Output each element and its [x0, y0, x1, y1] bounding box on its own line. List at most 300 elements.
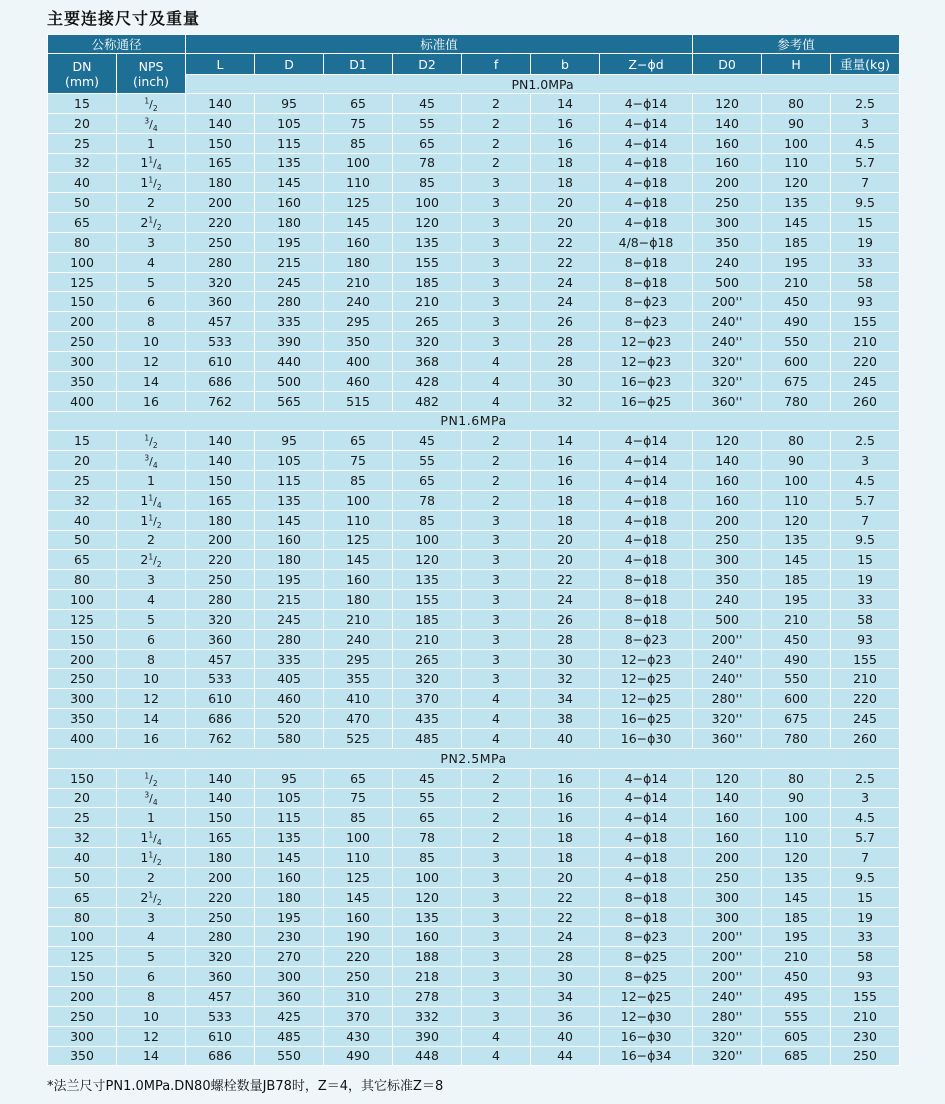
cell-D2: 435 [393, 709, 462, 729]
cell-zd: 16−ϕ30 [600, 1026, 693, 1046]
cell-f: 3 [462, 867, 531, 887]
cell-L: 280 [186, 927, 255, 947]
cell-dn: 40 [48, 848, 117, 868]
cell-D: 300 [255, 967, 324, 987]
cell-b: 22 [531, 232, 600, 252]
cell-D0: 140 [693, 788, 762, 808]
cell-D: 160 [255, 867, 324, 887]
cell-weight: 7 [831, 173, 900, 193]
cell-nps: 6 [117, 629, 186, 649]
header-nps [117, 54, 186, 94]
cell-D2: 320 [393, 332, 462, 352]
cell-L: 250 [186, 232, 255, 252]
cell-zd: 12−ϕ30 [600, 1006, 693, 1026]
cell-b: 34 [531, 986, 600, 1006]
cell-nps: 10 [117, 669, 186, 689]
cell-D0: 160 [693, 828, 762, 848]
cell-L: 360 [186, 967, 255, 987]
cell-D0: 120 [693, 431, 762, 451]
cell-dn: 300 [48, 689, 117, 709]
cell-zd: 8−ϕ23 [600, 312, 693, 332]
cell-zd: 4−ϕ18 [600, 213, 693, 233]
cell-D: 390 [255, 332, 324, 352]
cell-H: 605 [762, 1026, 831, 1046]
cell-weight: 5.7 [831, 153, 900, 173]
cell-dn: 250 [48, 1006, 117, 1026]
cell-zd: 12−ϕ25 [600, 689, 693, 709]
cell-D: 500 [255, 371, 324, 391]
cell-D2: 45 [393, 431, 462, 451]
cell-D2: 45 [393, 94, 462, 114]
cell-L: 140 [186, 94, 255, 114]
cell-D2: 185 [393, 272, 462, 292]
cell-f: 4 [462, 689, 531, 709]
table-row [48, 431, 900, 451]
cell-f: 3 [462, 907, 531, 927]
cell-nps: 12 [117, 689, 186, 709]
table-row [48, 808, 900, 828]
cell-D2: 482 [393, 391, 462, 411]
header-dn-unit: (mm) [64, 73, 100, 89]
cell-f: 3 [462, 947, 531, 967]
cell-L: 686 [186, 371, 255, 391]
cell-zd: 4−ϕ18 [600, 173, 693, 193]
cell-L: 140 [186, 451, 255, 471]
cell-D0: 200'' [693, 947, 762, 967]
header-D2: D2 [393, 54, 462, 75]
cell-zd: 12−ϕ23 [600, 332, 693, 352]
cell-dn: 200 [48, 312, 117, 332]
cell-D: 105 [255, 113, 324, 133]
cell-nps: 1 [117, 133, 186, 153]
cell-f: 3 [462, 312, 531, 332]
table-row [48, 471, 900, 491]
cell-nps: 3 [117, 570, 186, 590]
cell-f: 3 [462, 1006, 531, 1026]
cell-zd: 8−ϕ18 [600, 907, 693, 927]
cell-nps: $^1/_2$ [117, 94, 186, 114]
cell-dn: 100 [48, 927, 117, 947]
cell-H: 450 [762, 292, 831, 312]
header-D0: D0 [693, 54, 762, 75]
cell-D2: 120 [393, 887, 462, 907]
cell-D: 135 [255, 153, 324, 173]
cell-zd: 4−ϕ18 [600, 510, 693, 530]
cell-nps: $1^1/_2$ [117, 173, 186, 193]
cell-zd: 12−ϕ25 [600, 669, 693, 689]
cell-f: 3 [462, 609, 531, 629]
table-row [48, 689, 900, 709]
footnote: *法兰尺寸PN1.0MPa.DN80螺栓数量JB78时，Z＝4，其它标准Z＝8 [47, 1079, 444, 1094]
cell-b: 14 [531, 431, 600, 451]
cell-f: 3 [462, 550, 531, 570]
cell-b: 16 [531, 471, 600, 491]
table-row [48, 530, 900, 550]
cell-D1: 210 [324, 609, 393, 629]
cell-D1: 250 [324, 967, 393, 987]
cell-L: 200 [186, 867, 255, 887]
cell-weight: 5.7 [831, 828, 900, 848]
cell-f: 2 [462, 788, 531, 808]
cell-f: 2 [462, 94, 531, 114]
cell-dn: 15 [48, 94, 117, 114]
cell-D0: 140 [693, 451, 762, 471]
cell-D0: 300 [693, 213, 762, 233]
cell-b: 16 [531, 788, 600, 808]
cell-D: 270 [255, 947, 324, 967]
cell-D1: 295 [324, 649, 393, 669]
cell-zd: 4−ϕ18 [600, 867, 693, 887]
cell-b: 16 [531, 451, 600, 471]
cell-D0: 240'' [693, 986, 762, 1006]
cell-D0: 320'' [693, 709, 762, 729]
cell-b: 38 [531, 709, 600, 729]
cell-D2: 368 [393, 351, 462, 371]
cell-D1: 110 [324, 173, 393, 193]
cell-H: 120 [762, 173, 831, 193]
cell-zd: 16−ϕ25 [600, 391, 693, 411]
cell-b: 16 [531, 113, 600, 133]
cell-b: 16 [531, 768, 600, 788]
cell-dn: 150 [48, 292, 117, 312]
cell-D: 95 [255, 431, 324, 451]
cell-f: 3 [462, 927, 531, 947]
cell-f: 3 [462, 986, 531, 1006]
cell-b: 14 [531, 94, 600, 114]
table-row [48, 927, 900, 947]
cell-D1: 145 [324, 887, 393, 907]
cell-D2: 332 [393, 1006, 462, 1026]
cell-weight: 230 [831, 1026, 900, 1046]
cell-weight: 3 [831, 788, 900, 808]
cell-D1: 160 [324, 232, 393, 252]
cell-f: 3 [462, 649, 531, 669]
cell-D: 580 [255, 729, 324, 749]
cell-zd: 12−ϕ23 [600, 351, 693, 371]
cell-nps: 1 [117, 471, 186, 491]
header-weight: 重量(kg) [831, 54, 900, 75]
cell-D: 135 [255, 490, 324, 510]
cell-L: 220 [186, 213, 255, 233]
cell-weight: 4.5 [831, 133, 900, 153]
cell-zd: 8−ϕ25 [600, 967, 693, 987]
cell-dn: 350 [48, 709, 117, 729]
cell-f: 2 [462, 431, 531, 451]
cell-weight: 2.5 [831, 431, 900, 451]
cell-D2: 100 [393, 193, 462, 213]
cell-L: 150 [186, 471, 255, 491]
cell-D1: 180 [324, 590, 393, 610]
cell-zd: 4/8−ϕ18 [600, 232, 693, 252]
cell-D0: 320'' [693, 1026, 762, 1046]
cell-b: 34 [531, 689, 600, 709]
cell-f: 3 [462, 213, 531, 233]
table-row [48, 510, 900, 530]
cell-D1: 470 [324, 709, 393, 729]
cell-H: 100 [762, 133, 831, 153]
cell-D2: 55 [393, 788, 462, 808]
cell-f: 3 [462, 173, 531, 193]
cell-D0: 160 [693, 153, 762, 173]
cell-b: 22 [531, 887, 600, 907]
cell-L: 250 [186, 570, 255, 590]
cell-L: 140 [186, 768, 255, 788]
cell-D1: 75 [324, 113, 393, 133]
cell-nps: 10 [117, 332, 186, 352]
cell-f: 3 [462, 332, 531, 352]
cell-dn: 150 [48, 967, 117, 987]
cell-D: 230 [255, 927, 324, 947]
cell-nps: $1^1/_4$ [117, 828, 186, 848]
cell-dn: 50 [48, 867, 117, 887]
cell-dn: 65 [48, 213, 117, 233]
cell-L: 533 [186, 1006, 255, 1026]
cell-D2: 278 [393, 986, 462, 1006]
cell-nps: 2 [117, 193, 186, 213]
cell-D: 160 [255, 530, 324, 550]
cell-nps: 4 [117, 252, 186, 272]
cell-f: 3 [462, 510, 531, 530]
cell-f: 3 [462, 848, 531, 868]
cell-nps: 6 [117, 967, 186, 987]
table-row [48, 332, 900, 352]
cell-D1: 525 [324, 729, 393, 749]
cell-weight: 15 [831, 887, 900, 907]
cell-zd: 8−ϕ23 [600, 629, 693, 649]
cell-dn: 100 [48, 590, 117, 610]
cell-H: 90 [762, 113, 831, 133]
cell-L: 762 [186, 729, 255, 749]
cell-D: 405 [255, 669, 324, 689]
cell-D0: 240'' [693, 312, 762, 332]
cell-D: 105 [255, 451, 324, 471]
cell-zd: 4−ϕ18 [600, 550, 693, 570]
table-row [48, 1006, 900, 1026]
cell-H: 90 [762, 788, 831, 808]
cell-b: 20 [531, 530, 600, 550]
header-nps-unit: (inch) [133, 73, 169, 89]
cell-L: 150 [186, 133, 255, 153]
cell-D2: 485 [393, 729, 462, 749]
cell-f: 3 [462, 193, 531, 213]
cell-zd: 16−ϕ34 [600, 1046, 693, 1066]
cell-zd: 4−ϕ14 [600, 451, 693, 471]
cell-D0: 350 [693, 570, 762, 590]
cell-D2: 85 [393, 173, 462, 193]
cell-D1: 125 [324, 867, 393, 887]
cell-weight: 2.5 [831, 768, 900, 788]
cell-D: 115 [255, 133, 324, 153]
cell-D: 360 [255, 986, 324, 1006]
cell-b: 28 [531, 351, 600, 371]
cell-D1: 350 [324, 332, 393, 352]
cell-L: 220 [186, 550, 255, 570]
cell-D0: 500 [693, 609, 762, 629]
table-row [48, 292, 900, 312]
cell-zd: 4−ϕ18 [600, 490, 693, 510]
header-group-row [48, 35, 900, 54]
cell-H: 80 [762, 94, 831, 114]
cell-D1: 490 [324, 1046, 393, 1066]
cell-f: 3 [462, 887, 531, 907]
table-row [48, 252, 900, 272]
cell-nps: 8 [117, 312, 186, 332]
cell-dn: 150 [48, 629, 117, 649]
dimensions-table [47, 34, 900, 1066]
cell-f: 2 [462, 808, 531, 828]
section-label-row [48, 411, 900, 431]
cell-weight: 9.5 [831, 867, 900, 887]
cell-L: 280 [186, 590, 255, 610]
cell-H: 90 [762, 451, 831, 471]
cell-D0: 200 [693, 848, 762, 868]
cell-dn: 350 [48, 1046, 117, 1066]
cell-b: 18 [531, 153, 600, 173]
cell-dn: 300 [48, 351, 117, 371]
cell-nps: 5 [117, 947, 186, 967]
cell-weight: 15 [831, 550, 900, 570]
table-row [48, 153, 900, 173]
cell-D0: 500 [693, 272, 762, 292]
header-dn [48, 54, 117, 94]
cell-b: 28 [531, 947, 600, 967]
table-row [48, 947, 900, 967]
cell-nps: 6 [117, 292, 186, 312]
cell-weight: 245 [831, 371, 900, 391]
table-row [48, 729, 900, 749]
cell-weight: 93 [831, 292, 900, 312]
header-reference: 参考值 [693, 35, 900, 54]
table-row [48, 709, 900, 729]
cell-zd: 4−ϕ14 [600, 431, 693, 451]
header-dn-label: DN [72, 58, 92, 74]
cell-b: 16 [531, 808, 600, 828]
cell-D0: 240'' [693, 669, 762, 689]
cell-nps: 14 [117, 371, 186, 391]
cell-dn: 25 [48, 808, 117, 828]
cell-dn: 150 [48, 768, 117, 788]
cell-D2: 210 [393, 629, 462, 649]
cell-H: 185 [762, 907, 831, 927]
header-H: H [762, 54, 831, 75]
cell-nps: $1^1/_4$ [117, 490, 186, 510]
cell-nps: 16 [117, 391, 186, 411]
cell-dn: 400 [48, 391, 117, 411]
cell-nps: $1^1/_2$ [117, 510, 186, 530]
cell-dn: 125 [48, 609, 117, 629]
cell-nps: $^3/_4$ [117, 113, 186, 133]
section-label-row [48, 748, 900, 768]
cell-L: 220 [186, 887, 255, 907]
cell-D0: 240'' [693, 649, 762, 669]
cell-D: 245 [255, 609, 324, 629]
cell-zd: 8−ϕ23 [600, 292, 693, 312]
cell-dn: 65 [48, 550, 117, 570]
cell-dn: 200 [48, 986, 117, 1006]
cell-f: 4 [462, 1026, 531, 1046]
cell-weight: 3 [831, 113, 900, 133]
cell-D2: 155 [393, 590, 462, 610]
cell-D: 115 [255, 471, 324, 491]
cell-L: 165 [186, 490, 255, 510]
cell-L: 762 [186, 391, 255, 411]
cell-D2: 120 [393, 550, 462, 570]
cell-H: 120 [762, 848, 831, 868]
cell-H: 145 [762, 887, 831, 907]
cell-weight: 245 [831, 709, 900, 729]
cell-D0: 320'' [693, 351, 762, 371]
cell-D0: 300 [693, 907, 762, 927]
cell-D: 280 [255, 629, 324, 649]
cell-H: 550 [762, 669, 831, 689]
cell-b: 32 [531, 391, 600, 411]
cell-nps: 5 [117, 272, 186, 292]
cell-D1: 125 [324, 193, 393, 213]
cell-weight: 155 [831, 649, 900, 669]
cell-dn: 20 [48, 451, 117, 471]
cell-H: 210 [762, 609, 831, 629]
cell-D: 335 [255, 312, 324, 332]
cell-zd: 16−ϕ30 [600, 729, 693, 749]
cell-b: 24 [531, 590, 600, 610]
cell-weight: 4.5 [831, 808, 900, 828]
cell-b: 28 [531, 332, 600, 352]
cell-weight: 19 [831, 570, 900, 590]
cell-H: 145 [762, 213, 831, 233]
cell-L: 457 [186, 986, 255, 1006]
cell-dn: 32 [48, 490, 117, 510]
header-zd: Z−ϕd [600, 54, 693, 75]
table-row [48, 193, 900, 213]
cell-D0: 300 [693, 887, 762, 907]
cell-weight: 220 [831, 351, 900, 371]
cell-D2: 185 [393, 609, 462, 629]
cell-L: 200 [186, 530, 255, 550]
cell-zd: 12−ϕ25 [600, 986, 693, 1006]
cell-dn: 65 [48, 887, 117, 907]
cell-D2: 428 [393, 371, 462, 391]
cell-f: 3 [462, 967, 531, 987]
cell-D2: 78 [393, 828, 462, 848]
cell-D0: 160 [693, 133, 762, 153]
cell-D2: 155 [393, 252, 462, 272]
cell-D2: 78 [393, 153, 462, 173]
cell-b: 18 [531, 848, 600, 868]
cell-f: 2 [462, 451, 531, 471]
cell-dn: 80 [48, 570, 117, 590]
cell-b: 32 [531, 669, 600, 689]
cell-D0: 160 [693, 808, 762, 828]
cell-b: 18 [531, 828, 600, 848]
page-title: 主要连接尺寸及重量 [47, 9, 201, 28]
cell-zd: 8−ϕ18 [600, 252, 693, 272]
cell-D1: 240 [324, 629, 393, 649]
cell-D2: 45 [393, 768, 462, 788]
cell-zd: 4−ϕ18 [600, 153, 693, 173]
cell-f: 4 [462, 729, 531, 749]
cell-dn: 250 [48, 332, 117, 352]
cell-b: 22 [531, 252, 600, 272]
cell-H: 110 [762, 828, 831, 848]
cell-D: 215 [255, 590, 324, 610]
cell-nps: 3 [117, 907, 186, 927]
cell-nps: $2^1/_2$ [117, 213, 186, 233]
cell-nps: $2^1/_2$ [117, 550, 186, 570]
cell-H: 490 [762, 312, 831, 332]
table-row [48, 788, 900, 808]
cell-L: 140 [186, 431, 255, 451]
cell-D2: 100 [393, 530, 462, 550]
